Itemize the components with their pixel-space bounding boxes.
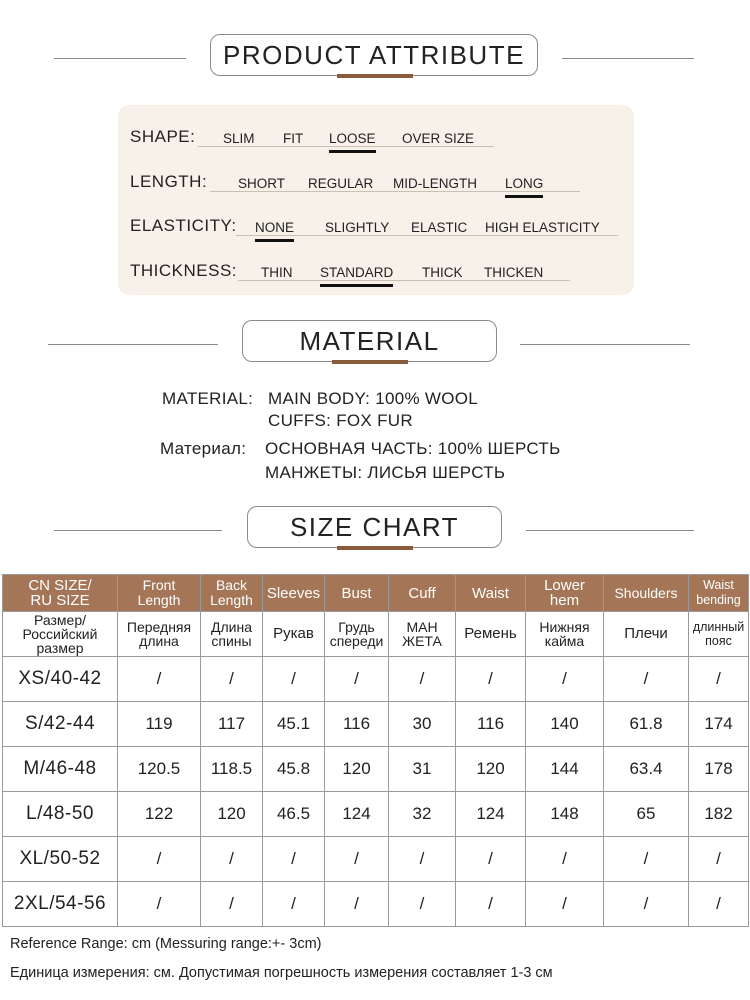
table-cell: 118.5 — [201, 747, 263, 792]
table-cell: 120.5 — [118, 747, 201, 792]
table-cell: / — [118, 657, 201, 702]
size-cell: S/42-44 — [3, 702, 118, 747]
table-cell: 45.1 — [263, 702, 325, 747]
table-cell: / — [604, 657, 689, 702]
attribute-label: THICKNESS: — [130, 261, 238, 280]
table-cell: 116 — [456, 702, 526, 747]
table-cell: 31 — [389, 747, 456, 792]
table-row — [3, 837, 749, 882]
table-cell: / — [263, 657, 325, 702]
size-cell: XS/40-42 — [3, 657, 118, 702]
material-en-label: MATERIAL: — [162, 389, 254, 408]
header-cell: Lower hem — [526, 575, 604, 612]
attribute-row-thickness — [118, 249, 634, 289]
attribute-option-selected: LOOSE — [329, 131, 376, 146]
attribute-option-selected: LONG — [505, 176, 544, 191]
table-cell: 119 — [118, 702, 201, 747]
table-cell: / — [201, 882, 263, 927]
table-cell: / — [389, 837, 456, 882]
header-cell: Waist bending — [689, 575, 749, 612]
reference-range-note: Reference Range: cm (Messuring range:+- 3cm) — [10, 936, 322, 952]
table-row — [3, 657, 749, 702]
table-cell: / — [526, 837, 604, 882]
table-cell: 120 — [456, 747, 526, 792]
header-cell: Bust — [325, 575, 389, 612]
material-en-main: MAIN BODY: 100% WOOL — [268, 389, 479, 408]
material-ru-main: ОСНОВНАЯ ЧАСТЬ: 100% ШЕРСТЬ — [265, 439, 561, 458]
table-cell: 178 — [689, 747, 749, 792]
header-cell-ru: Передняя длина — [118, 612, 201, 657]
table-cell: / — [456, 657, 526, 702]
material-ru-cuffs: МАНЖЕТЫ: ЛИСЬЯ ШЕРСТЬ — [265, 463, 506, 482]
material-heading — [0, 320, 750, 368]
table-cell: 117 — [201, 702, 263, 747]
header-cell: Back Length — [201, 575, 263, 612]
attribute-row-elasticity — [118, 204, 634, 244]
table-cell: / — [201, 657, 263, 702]
attribute-option-selected: NONE — [255, 220, 295, 235]
table-cell: 61.8 — [604, 702, 689, 747]
size-cell: 2XL/54-56 — [3, 882, 118, 927]
table-cell: / — [263, 882, 325, 927]
attribute-option: FIT — [283, 131, 304, 146]
table-cell: / — [325, 882, 389, 927]
attribute-option: THIN — [261, 265, 293, 280]
attribute-label: SHAPE: — [130, 127, 196, 146]
table-cell: 122 — [118, 792, 201, 837]
table-cell: / — [325, 657, 389, 702]
header-cell-ru: Длина спины — [201, 612, 263, 657]
attribute-option: ELASTIC — [411, 220, 468, 235]
product-attribute-heading — [0, 34, 750, 82]
table-cell: 120 — [325, 747, 389, 792]
measurement-note-ru: Единица измерения: см. Допустимая погрешность измерения составляет 1-3 см — [10, 965, 553, 981]
table-cell: / — [604, 837, 689, 882]
attribute-row-shape — [118, 115, 634, 155]
header-cell-ru: Размер/ Российский размер — [3, 612, 118, 657]
section-title: SIZE CHART — [247, 506, 502, 548]
attribute-option: OVER SIZE — [402, 131, 475, 146]
header-cell: Cuff — [389, 575, 456, 612]
header-cell-ru: Рукав — [263, 612, 325, 657]
table-cell: 182 — [689, 792, 749, 837]
header-cell: CN SIZE/ RU SIZE — [3, 575, 118, 612]
attribute-label: ELASTICITY: — [130, 216, 237, 235]
section-title: MATERIAL — [242, 320, 497, 362]
attribute-option: HIGH ELASTICITY — [485, 220, 600, 235]
table-cell: / — [526, 657, 604, 702]
size-cell: L/48-50 — [3, 792, 118, 837]
table-cell: 124 — [325, 792, 389, 837]
header-cell-ru: МАН ЖЕТА — [389, 612, 456, 657]
header-cell-ru: Ремень — [456, 612, 526, 657]
header-cell-ru: Плечи — [604, 612, 689, 657]
table-cell: 148 — [526, 792, 604, 837]
size-chart-heading — [0, 506, 750, 554]
header-cell: Front Length — [118, 575, 201, 612]
table-cell: / — [389, 657, 456, 702]
attribute-option: REGULAR — [308, 176, 374, 191]
size-cell: XL/50-52 — [3, 837, 118, 882]
table-row — [3, 702, 749, 747]
table-cell: 144 — [526, 747, 604, 792]
table-cell: 174 — [689, 702, 749, 747]
table-cell: 46.5 — [263, 792, 325, 837]
material-en-cuffs: CUFFS: FOX FUR — [268, 411, 413, 430]
header-cell: Shoulders — [604, 575, 689, 612]
attribute-panel — [118, 105, 634, 295]
table-cell: / — [118, 882, 201, 927]
table-row — [3, 882, 749, 927]
section-title: PRODUCT ATTRIBUTE — [210, 34, 538, 76]
attribute-row-length — [118, 160, 634, 200]
table-cell: 32 — [389, 792, 456, 837]
table-cell: 120 — [201, 792, 263, 837]
table-cell: / — [689, 882, 749, 927]
table-cell: / — [389, 882, 456, 927]
table-cell: / — [325, 837, 389, 882]
table-cell: / — [456, 837, 526, 882]
table-row — [3, 747, 749, 792]
attribute-option: SLIGHTLY — [325, 220, 390, 235]
header-row-en — [3, 575, 749, 612]
attribute-label: LENGTH: — [130, 172, 208, 191]
table-cell: / — [604, 882, 689, 927]
table-cell: / — [689, 657, 749, 702]
table-cell: 65 — [604, 792, 689, 837]
table-cell: / — [263, 837, 325, 882]
header-cell-ru: длинный пояс — [689, 612, 749, 657]
header-row-ru — [3, 612, 749, 657]
table-cell: 140 — [526, 702, 604, 747]
table-cell: / — [456, 882, 526, 927]
header-cell: Waist — [456, 575, 526, 612]
attribute-option: THICKEN — [484, 265, 544, 280]
size-chart-table — [2, 574, 749, 927]
header-cell-ru: Грудь спереди — [325, 612, 389, 657]
table-cell: / — [526, 882, 604, 927]
size-cell: M/46-48 — [3, 747, 118, 792]
table-cell: 116 — [325, 702, 389, 747]
table-cell: / — [689, 837, 749, 882]
attribute-option: THICK — [422, 265, 463, 280]
table-cell: 45.8 — [263, 747, 325, 792]
table-cell: / — [118, 837, 201, 882]
table-cell: 63.4 — [604, 747, 689, 792]
attribute-option: SHORT — [238, 176, 286, 191]
material-ru-label: Материал: — [160, 439, 247, 458]
table-row — [3, 792, 749, 837]
table-cell: / — [201, 837, 263, 882]
header-cell: Sleeves — [263, 575, 325, 612]
header-cell-ru: Нижняя кайма — [526, 612, 604, 657]
attribute-option: MID-LENGTH — [393, 176, 477, 191]
attribute-option-selected: STANDARD — [320, 265, 394, 280]
table-cell: 124 — [456, 792, 526, 837]
table-cell: 30 — [389, 702, 456, 747]
attribute-option: SLIM — [223, 131, 255, 146]
